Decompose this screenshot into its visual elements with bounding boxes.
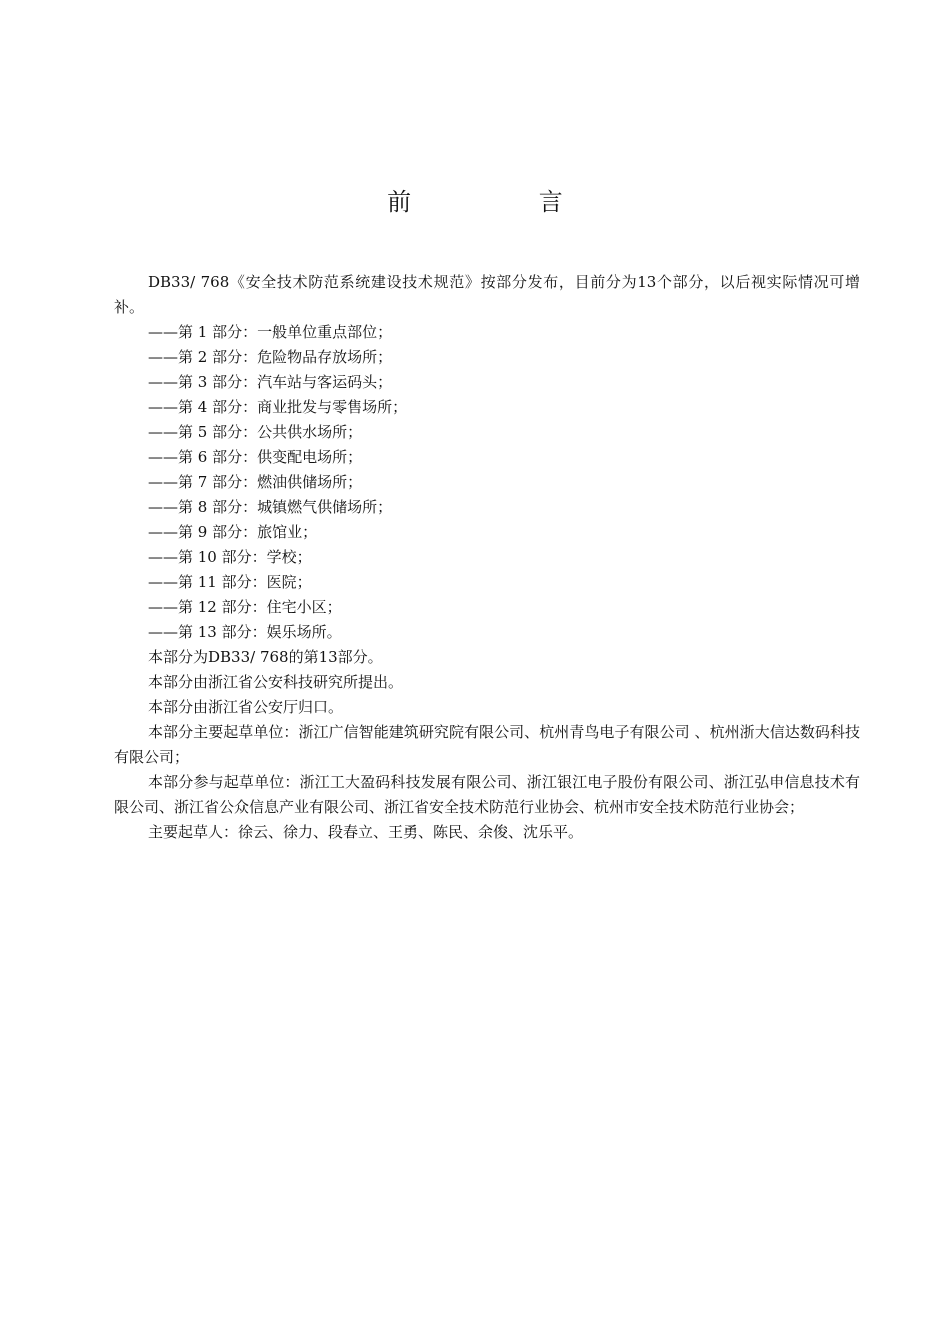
list-item: ——第 1 部分：一般单位重点部位； [148, 323, 393, 341]
proposer-statement: 本部分由浙江省公安科技研究所提出。 [148, 673, 404, 691]
list-item: ——第 12 部分：住宅小区； [148, 598, 342, 616]
list-item: ——第 4 部分：商业批发与零售场所； [148, 398, 408, 416]
intro-paragraph: DB33/ 768《安全技术防范系统建设技术规范》按部分发布，目前分为13个部分，以后视实际情况可增补。 [114, 273, 860, 316]
list-item: ——第 6 部分：供变配电场所； [148, 448, 363, 466]
list-item: ——第 2 部分：危险物品存放场所； [148, 348, 393, 366]
document-body [114, 270, 860, 845]
list-item: ——第 11 部分：医院； [148, 573, 312, 591]
list-item: ——第 9 部分：旅馆业； [148, 523, 318, 541]
list-item: ——第 8 部分：城镇燃气供储场所； [148, 498, 393, 516]
list-item: ——第 3 部分：汽车站与客运码头； [148, 373, 393, 391]
page-title: 前 言 [387, 188, 623, 216]
part-number-statement: 本部分为DB33/ 768的第13部分。 [148, 648, 383, 666]
main-drafters: 主要起草人：徐云、徐力、段春立、王勇、陈民、余俊、沈乐平。 [148, 823, 584, 841]
parts-list [114, 320, 860, 645]
list-item: ——第 7 部分：燃油供储场所； [148, 473, 363, 491]
list-item: ——第 5 部分：公共供水场所； [148, 423, 363, 441]
list-item: ——第 13 部分：娱乐场所。 [148, 623, 342, 641]
participating-drafting-units: 本部分参与起草单位：浙江工大盈码科技发展有限公司、浙江银江电子股份有限公司、浙江弘申信息技术有限公司、浙江省公众信息产业有限公司、浙江省安全技术防范行业协会、杭州市安全技术防范行业协会； [114, 773, 860, 816]
list-item: ——第 10 部分：学校； [148, 548, 312, 566]
administrator-statement: 本部分由浙江省公安厅归口。 [148, 698, 344, 716]
main-drafting-units: 本部分主要起草单位：浙江广信智能建筑研究院有限公司、杭州青鸟电子有限公司 、杭州浙大信达数码科技有限公司； [114, 723, 860, 766]
